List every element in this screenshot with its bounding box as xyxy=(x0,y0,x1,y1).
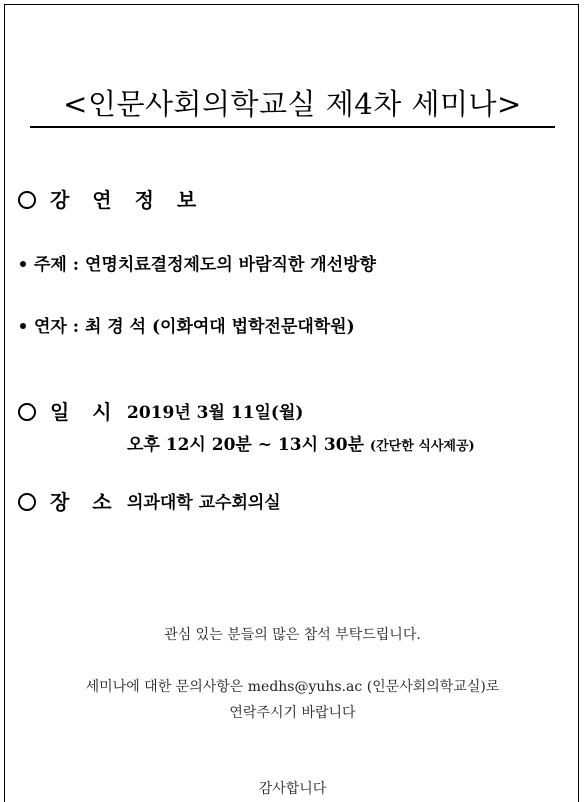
datetime-time-line xyxy=(127,430,475,455)
section-lecture-info xyxy=(18,184,204,213)
datetime-time: 오후 12시 20분 ~ 13시 30분 xyxy=(127,435,364,455)
meal-note: (간단한 식사제공) xyxy=(369,439,475,454)
speaker-label: 연자 : xyxy=(34,317,80,337)
datetime-date: 2019년 3월 11일(월) xyxy=(127,403,304,423)
section-venue xyxy=(18,486,120,515)
speaker-value: 최 경 석 (이화여대 법학전문대학원) xyxy=(84,317,355,337)
page-title: <인문사회의학교실 제4차 세미나> xyxy=(30,84,555,128)
circle-marker-icon xyxy=(18,403,36,421)
contact-line-2: 연락주시기 바랍니다 xyxy=(229,705,356,721)
thanks-text: 감사합니다 xyxy=(258,781,327,797)
circle-marker-icon xyxy=(18,493,36,511)
speaker-line xyxy=(20,312,355,337)
bullet-icon xyxy=(20,323,26,329)
section-lecture-info-label: 강 연 정 보 xyxy=(50,188,205,212)
datetime-label: 일 시 xyxy=(50,400,120,424)
venue-value: 의과대학 교수회의실 xyxy=(127,493,281,513)
contact-line-1: 세미나에 대한 문의사항은 medhs@yuhs.ac (인문사회의학교실)로 xyxy=(85,679,500,695)
topic-value: 연명치료결정제도의 바람직한 개선방향 xyxy=(84,255,376,275)
bullet-icon xyxy=(20,261,26,267)
section-datetime xyxy=(18,396,120,425)
venue-label: 장 소 xyxy=(50,490,120,514)
invite-text: 관심 있는 분들의 많은 참석 부탁드립니다. xyxy=(164,627,421,643)
topic-line xyxy=(20,250,376,275)
topic-label: 주제 : xyxy=(34,255,80,275)
circle-marker-icon xyxy=(18,191,36,209)
